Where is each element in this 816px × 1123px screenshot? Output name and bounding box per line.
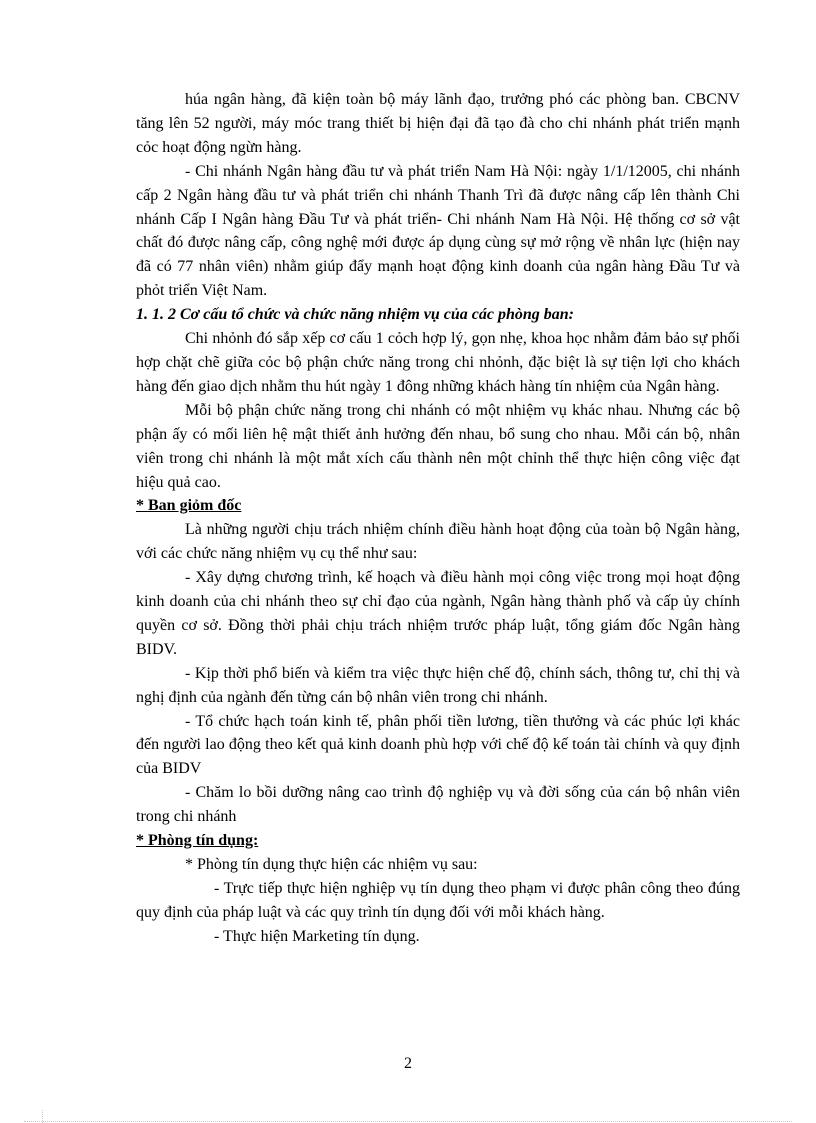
paragraph-board-duty-2: - Kịp thời phổ biến và kiểm tra việc thực hiện chế độ, chính sách, thông tư, chỉ thị và nghị định của ngành đến từng cán bộ nhân viên trong chi nhánh. xyxy=(136,664,740,706)
paragraph-structure: Chi nhỏnh đó sắp xếp cơ cấu 1 cỏch hợp lý, gọn nhẹ, khoa học nhằm đảm bảo sự phối hợp chặt chẽ giữa cỏc bộ phận chức năng trong chi nhỏnh, đặc biệt là sự tiện lợi cho khách hàng đến giao dịch nhằm thu hút ngày 1 đông những khách hàng tín nhiệm của Ngân hàng. xyxy=(136,330,740,395)
paragraph-board-duty-4: - Chăm lo bồi dưỡng nâng cao trình độ nghiệp vụ và đời sống của cán bộ nhân viên trong chi nhánh xyxy=(136,784,740,826)
subheading-board-of-directors: * Ban giỏm đốc xyxy=(136,497,242,515)
page-number: 2 xyxy=(404,1055,412,1072)
page-margin-guide xyxy=(24,1121,792,1122)
page-corner-guide xyxy=(42,1110,43,1123)
paragraph-board-intro: Là những người chịu trách nhiệm chính điều hành hoạt động của toàn bộ Ngân hàng, với các chức năng nhiệm vụ cụ thể như sau: xyxy=(136,521,740,563)
section-heading-organization: 1. 1. 2 Cơ cấu tổ chức và chức năng nhiệm vụ của các phòng ban: xyxy=(136,306,574,324)
body-text xyxy=(136,88,740,949)
paragraph-credit-duty-2: - Thực hiện Marketing tín dụng. xyxy=(214,927,420,945)
paragraph-credit-duty-1: - Trực tiếp thực hiện nghiệp vụ tín dụng theo phạm vi được phân công theo đúng quy định của pháp luật và các quy trình tín dụng đối với mỗi khách hàng. xyxy=(136,879,740,921)
paragraph-board-duty-3: - Tổ chức hạch toán kinh tế, phân phối tiền lương, tiền thưởng và các phúc lợi khác đến người lao động theo kết quả kinh doanh phù hợp với chế độ kế toán tài chính và quy định của BIDV xyxy=(136,712,740,778)
paragraph-history-continued: húa ngân hàng, đã kiện toàn bộ máy lãnh đạo, trưởng phó các phòng ban. CBCNV tăng lên 52 người, máy móc trang thiết bị hiện đại đã tạo đà cho chi nhánh phát triển mạnh cỏc hoạt động ngừn hàng. xyxy=(136,91,740,156)
paragraph-credit-intro: * Phòng tín dụng thực hiện các nhiệm vụ sau: xyxy=(185,856,478,873)
subheading-credit-department: * Phòng tín dụng: xyxy=(136,832,259,850)
paragraph-nam-ha-noi-branch: - Chi nhánh Ngân hàng đầu tư và phát triển Nam Hà Nội: ngày 1/1/12005, chi nhánh cấp 2 Ngân hàng đầu tư và phát triển chi nhánh Thanh Trì đã được nâng cấp lên thành Chi nhánh Cấp I Ngân hàng Đầu Tư và phát triển- Chi nhánh Nam Hà Nội. Hệ thống cơ sở vật chất đó được nâng cấp, công nghệ mới được áp dụng cùng sự mở rộng về nhân lực (hiện nay đã có 77 nhân viên) nhằm giúp đẩy mạnh hoạt động kinh doanh của ngân hàng Đầu Tư và phỏt triển Việt Nam. xyxy=(136,162,740,300)
paragraph-departments: Mỗi bộ phận chức năng trong chi nhánh có một nhiệm vụ khác nhau. Nhưng các bộ phận ấy có mối liên hệ mật thiết ảnh hưởng đến nhau, bổ sung cho nhau. Mỗi cán bộ, nhân viên trong chi nhánh là một mắt xích cấu thành nên một chỉnh thể thực hiện công việc đạt hiệu quả cao. xyxy=(136,401,740,491)
paragraph-board-duty-1: - Xây dựng chương trình, kế hoạch và điều hành mọi công việc trong mọi hoạt động kinh doanh của chi nhánh theo sự chỉ đạo của ngành, Ngân hàng thành phố và cấp ủy chính quyền cơ sở. Đồng thời phải chịu trách nhiệm trước pháp luật, tổng giám đốc Ngân hàng BIDV. xyxy=(136,569,740,658)
